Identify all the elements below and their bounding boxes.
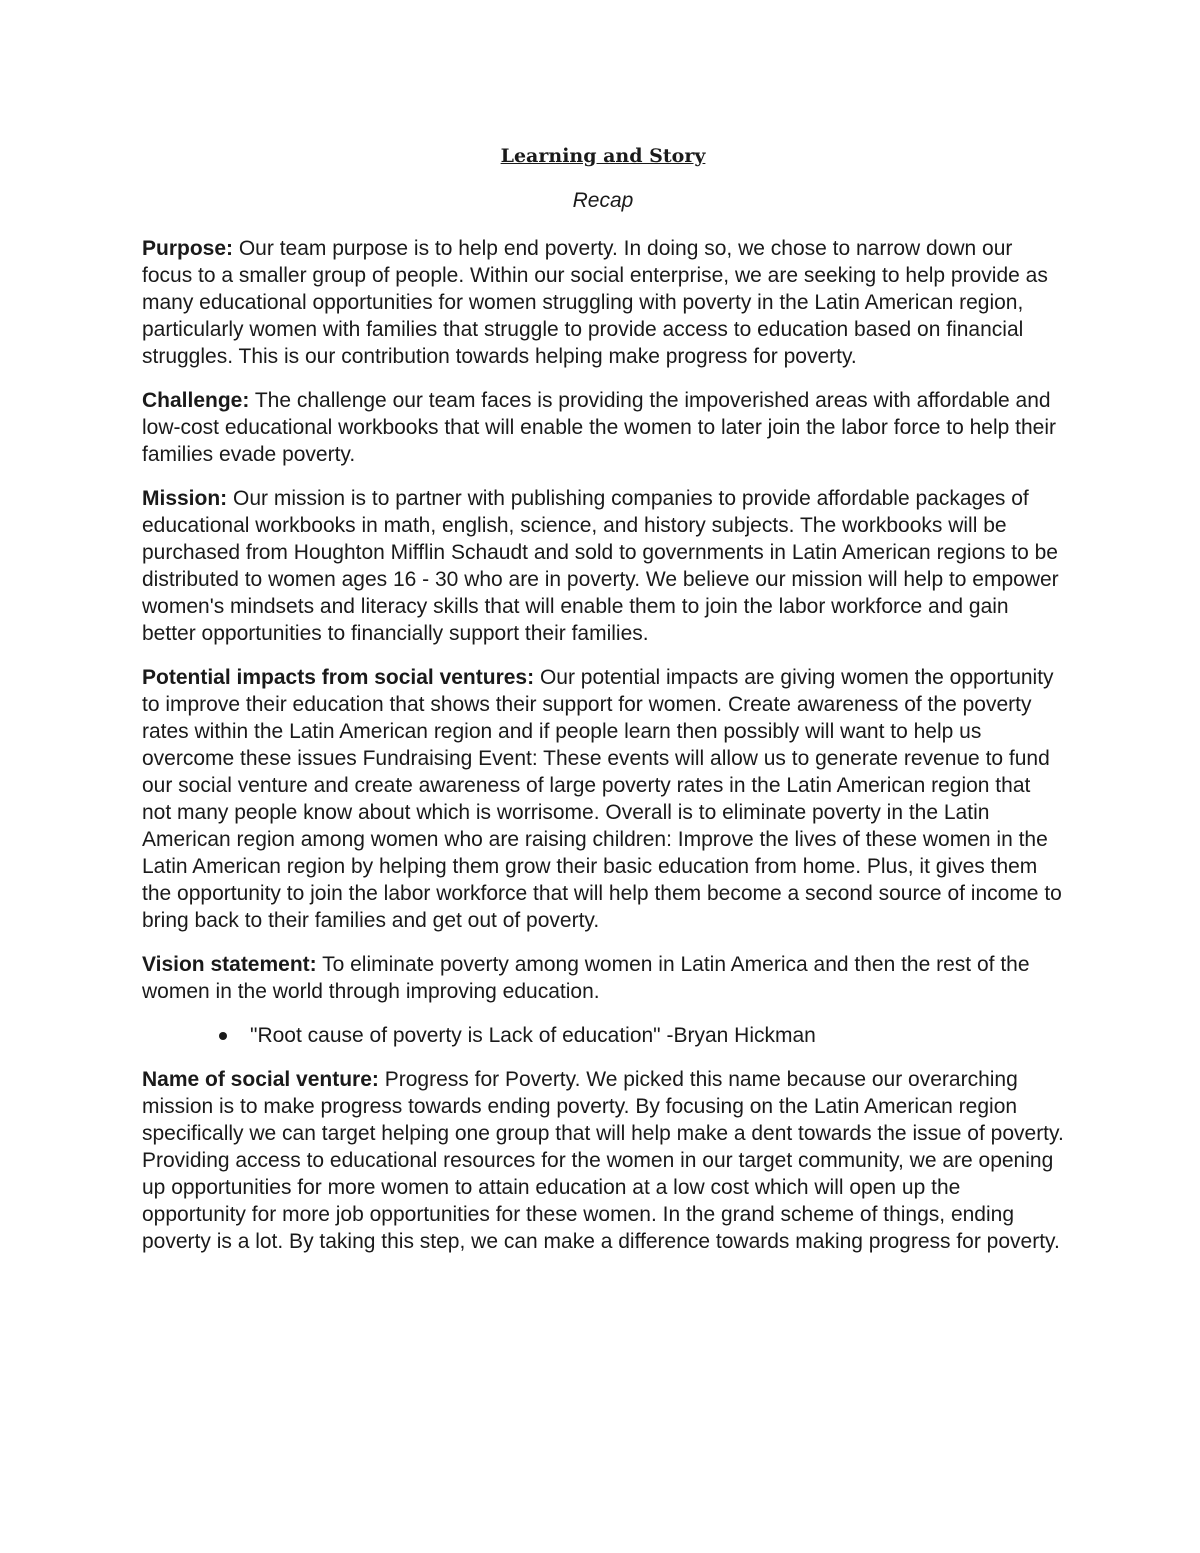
purpose-paragraph (142, 235, 1064, 370)
impacts-paragraph (142, 664, 1064, 934)
mission-label: Mission: (142, 487, 228, 510)
document-page (142, 141, 1064, 1255)
quote-list (142, 1022, 1064, 1049)
purpose-label: Purpose: (142, 237, 234, 260)
challenge-paragraph (142, 387, 1064, 468)
challenge-text: The challenge our team faces is providing the impoverished areas with affordable and low-cost educational workbooks that will enable the women to later join the labor force to help their families evade poverty. (142, 389, 1057, 466)
venture-name-text: Progress for Poverty. We picked this name because our overarching mission is to make progress towards ending poverty. By focusing on the Latin American region specifically we can target helping one group that will help make a dent towards the issue of poverty. Providing access to educational resources for the women in our target community, we are opening up opportunities for more women to attain education at a low cost which will open up the opportunity for more job opportunities for these women. In the grand scheme of things, ending poverty is a lot. By taking this step, we can make a difference towards making progress for poverty. (142, 1068, 1064, 1253)
vision-label: Vision statement: (142, 953, 317, 976)
impacts-label: Potential impacts from social ventures: (142, 666, 535, 689)
vision-text: To eliminate poverty among women in Latin America and then the rest of the women in the world through improving education. (142, 953, 1030, 1003)
purpose-text: Our team purpose is to help end poverty. In doing so, we chose to narrow down our focus to a smaller group of people. Within our social enterprise, we are seeking to help provide as many educational opportunities for women struggling with poverty in the Latin American region, particularly women with families that struggle to provide access to education based on financial struggles. This is our contribution towards helping make progress for poverty. (142, 237, 1048, 368)
vision-paragraph (142, 951, 1064, 1005)
impacts-text: Our potential impacts are giving women the opportunity to improve their education that shows their support for women. Create awareness of the poverty rates within the Latin American region and if people learn then possibly will want to help us overcome these issues Fundraising Event: These events will allow us to generate revenue to fund our social venture and create awareness of large poverty rates in the Latin American region that not many people know about which is worrisome. Overall is to eliminate poverty in the Latin American region among women who are raising children: Improve the lives of these women in the Latin American region by helping them grow their basic education from home. Plus, it gives them the opportunity to join the labor workforce that will help them become a second source of income to bring back to their families and get out of poverty. (142, 666, 1062, 932)
document-subtitle: Recap (572, 189, 634, 212)
venture-name-label: Name of social venture: (142, 1068, 379, 1091)
document-title: Learning and Story (500, 145, 706, 167)
venture-name-paragraph (142, 1066, 1064, 1255)
challenge-label: Challenge: (142, 389, 250, 412)
mission-paragraph (142, 485, 1064, 647)
bullet-icon (219, 1032, 227, 1040)
quote-text: "Root cause of poverty is Lack of education" -Bryan Hickman (250, 1024, 816, 1047)
list-item (142, 1022, 1064, 1049)
mission-text: Our mission is to partner with publishing companies to provide affordable packages of educational workbooks in math, english, science, and history subjects. The workbooks will be purchased from Houghton Mifflin Schaudt and sold to governments in Latin American regions to be distributed to women ages 16 - 30 who are in poverty. We believe our mission will help to empower women's mindsets and literacy skills that will enable them to join the labor workforce and gain better opportunities to financially support their families. (142, 487, 1059, 645)
